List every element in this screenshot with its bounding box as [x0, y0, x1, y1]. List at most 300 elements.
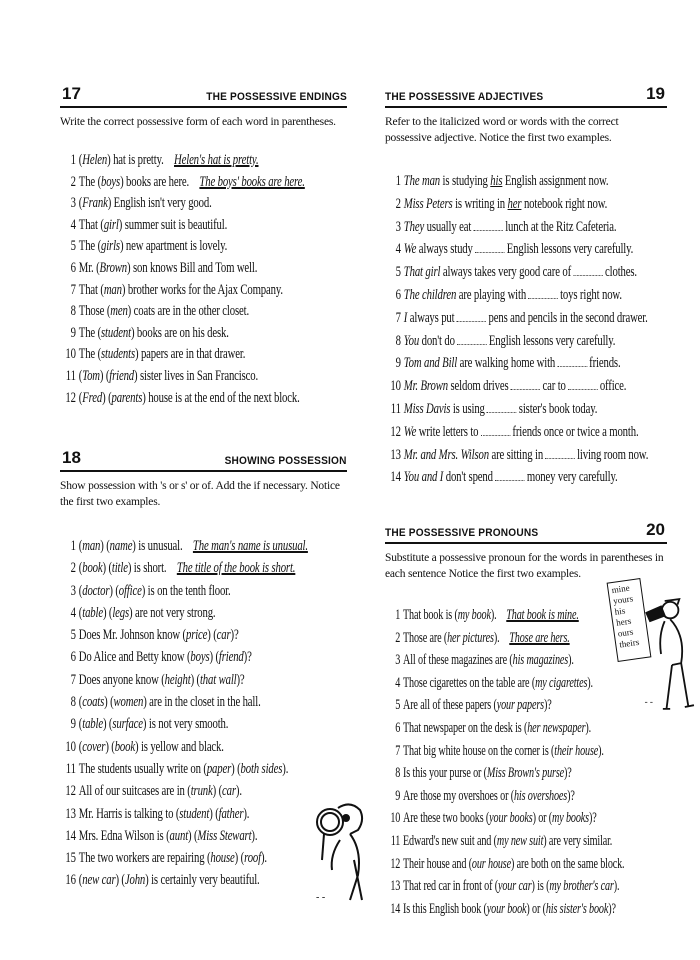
item-number: 5 — [70, 238, 76, 255]
item-text: Mrs. Edna Wilson is ( — [78, 827, 170, 844]
exercise-item — [64, 557, 360, 579]
instructions: Substitute a possessive pronoun for the words in parentheses in each sentence Notice the first two examples. — [385, 552, 664, 580]
exercise-item — [64, 323, 360, 345]
item-text: paper — [206, 760, 232, 777]
item-number: 13 — [390, 446, 401, 463]
exercise-item — [64, 301, 360, 323]
item-text: ). — [260, 850, 267, 867]
item-number: 11 — [65, 367, 76, 384]
item-text: Are these two books ( — [403, 810, 490, 827]
exercise-item — [389, 193, 685, 216]
item-text: seldom drives — [447, 378, 509, 395]
item-text: ). — [493, 629, 500, 646]
item-text: Does anyone know ( — [78, 671, 165, 688]
item-text: Helen — [82, 152, 108, 168]
item-text: my brother's car — [549, 878, 614, 895]
item-text: Those are ( — [403, 629, 448, 646]
item-text: We — [403, 241, 417, 258]
item-text: is studying — [440, 173, 491, 189]
item-number: 10 — [390, 810, 401, 827]
item-text: write letters to — [416, 423, 479, 440]
item-text: Is this English book ( — [403, 900, 487, 917]
exercise-item — [64, 602, 360, 624]
item-text: Is this your purse or ( — [403, 765, 487, 782]
item-text: ) is unusual. — [132, 538, 183, 554]
item-text: Mr. Brown — [403, 378, 448, 395]
exercise-item — [389, 330, 685, 353]
item-text: Brown — [99, 259, 128, 276]
exercise-item — [389, 466, 685, 489]
item-number: 8 — [395, 332, 401, 349]
item-number: 6 — [70, 259, 76, 276]
item-number: 9 — [395, 787, 401, 804]
item-text: You and I — [403, 469, 444, 486]
example-answer: Helen's hat is pretty. — [174, 152, 259, 168]
item-text: table — [82, 716, 103, 733]
item-text: Tom and Bill — [403, 355, 458, 372]
item-text: pens and pencils in the second drawer. — [488, 309, 648, 326]
item-text: friends once or twice a month. — [512, 423, 639, 440]
item-text: Their house and ( — [403, 855, 472, 872]
item-text: All of our suitcases are in ( — [78, 783, 191, 800]
item-number: 5 — [395, 264, 401, 281]
item-text: ) hat is pretty. — [107, 152, 164, 168]
example-answer: The title of the book is short. — [176, 560, 296, 577]
item-text: friends. — [589, 355, 621, 372]
item-text: girl — [103, 216, 119, 233]
item-text: always study — [416, 241, 473, 258]
item-text: ) sister lives in San Francisco. — [134, 367, 259, 384]
item-number: 8 — [70, 694, 76, 711]
item-text: car to — [542, 378, 566, 395]
section-header — [60, 450, 347, 472]
item-text: both sides — [240, 760, 283, 777]
item-text: ( — [78, 367, 83, 384]
item-text: The ( — [78, 173, 101, 190]
example-answer: her — [507, 195, 522, 212]
exercise-item — [389, 898, 669, 921]
item-text: book — [114, 738, 135, 755]
item-text: ) books are on his desk. — [130, 324, 229, 341]
item-text: ( — [78, 195, 83, 212]
item-text: Miss Peters — [403, 195, 453, 212]
item-text: The ( — [78, 238, 101, 255]
item-number: 7 — [395, 309, 401, 326]
item-text: Miss Brown's purse — [486, 765, 564, 782]
exercise-item — [64, 236, 360, 258]
exercise-item — [64, 172, 360, 194]
answer-blank — [457, 311, 487, 322]
instructions: Refer to the italicized word or words with the correct possessive adjective. Notice the first two examples. — [385, 116, 619, 144]
item-text: your book — [486, 900, 527, 917]
detective-illustration — [310, 800, 370, 905]
item-text: Miss Stewart — [197, 827, 252, 844]
item-text: ). — [585, 719, 592, 736]
item-text: ). — [251, 827, 258, 844]
item-number: 7 — [70, 671, 76, 688]
page-number: 18 — [62, 448, 81, 467]
item-text: ( — [78, 389, 83, 406]
item-number: 9 — [395, 355, 401, 372]
item-text: The ( — [78, 346, 101, 363]
item-number: 15 — [65, 850, 76, 867]
item-text: English lessons very carefully. — [506, 241, 634, 258]
item-text: ). — [568, 652, 574, 669]
section-header — [385, 522, 667, 544]
item-text: ) coats are in the other closet. — [127, 303, 249, 320]
section-title: THE POSSESSIVE ADJECTIVES — [385, 91, 544, 103]
item-text: office — [118, 582, 142, 599]
item-text: ) or ( — [532, 810, 553, 827]
item-text: ) ( — [234, 850, 245, 867]
item-text: notebook right now. — [521, 195, 608, 212]
item-text: Mr. ( — [78, 259, 100, 276]
exercise-item — [389, 421, 685, 444]
instructions: Write the correct possessive form of each word in parentheses. — [60, 116, 336, 128]
item-text: sister's book today. — [518, 400, 598, 417]
item-number: 12 — [390, 855, 401, 872]
item-text: my book — [457, 607, 491, 623]
item-text: ) papers are in that drawer. — [134, 346, 246, 363]
item-text: That newspaper on the desk is ( — [403, 719, 528, 736]
exercise-item — [64, 258, 360, 280]
item-text: is using — [450, 400, 485, 417]
answer-blank — [511, 379, 541, 390]
page-number: 17 — [62, 84, 81, 103]
item-text: )? — [564, 765, 572, 782]
item-text: They — [403, 218, 425, 235]
exercise-19 — [385, 84, 667, 486]
item-number: 7 — [70, 281, 76, 298]
item-text: ( — [78, 560, 83, 577]
item-text: ) books are here. — [120, 173, 190, 190]
exercise-item — [389, 375, 685, 398]
exercise-item — [389, 284, 685, 307]
item-number: 9 — [70, 716, 76, 733]
item-text: girls — [101, 238, 120, 255]
item-text: legs — [112, 604, 130, 621]
item-text: our house — [471, 855, 511, 872]
item-text: ) ( — [102, 716, 113, 733]
item-text: doctor — [82, 582, 110, 599]
svg-text:- -: - - — [316, 892, 326, 903]
exercise-item — [64, 215, 360, 237]
item-text: ( — [78, 716, 83, 733]
item-text: ( — [78, 538, 83, 554]
man-with-telescope-illustration — [644, 590, 700, 718]
item-text: student — [179, 805, 210, 822]
item-text: ) are both on the same block. — [510, 855, 625, 872]
item-text: English lessons very carefully. — [488, 332, 616, 349]
item-number: 11 — [65, 760, 76, 777]
item-text: Does Mr. Johnson know ( — [78, 627, 186, 644]
item-text: height — [164, 671, 191, 688]
item-text: are playing with — [456, 286, 527, 303]
item-text: Tom — [82, 367, 100, 384]
item-number: 1 — [70, 538, 76, 554]
item-text: man — [103, 281, 122, 298]
item-text: his overshoes — [513, 787, 568, 804]
item-number: 8 — [70, 303, 76, 320]
exercise-item — [389, 875, 669, 898]
item-text: ) son knows Bill and Tom well. — [127, 259, 258, 276]
item-text: toys right now. — [560, 286, 622, 303]
exercise-list — [389, 170, 700, 489]
item-text: ) ( — [115, 872, 125, 889]
item-text: house — [210, 850, 235, 867]
exercise-item — [64, 366, 360, 388]
item-number: 1 — [395, 607, 401, 623]
item-text: Fred — [82, 389, 103, 406]
item-number: 2 — [70, 560, 76, 577]
item-text: )? — [543, 697, 552, 714]
item-text: new car — [82, 872, 116, 889]
item-text: your books — [489, 810, 533, 827]
item-text: friend — [218, 649, 244, 666]
item-text: aunt — [169, 827, 189, 844]
item-text: )? — [230, 627, 239, 644]
example-answer: The boys' books are here. — [199, 173, 305, 190]
item-number: 16 — [65, 872, 76, 889]
item-text: The ( — [78, 324, 101, 341]
exercise-item — [64, 624, 360, 646]
exercise-item — [389, 762, 669, 785]
item-text: office. — [599, 378, 627, 395]
item-number: 6 — [70, 649, 76, 666]
item-text: Miss Davis — [403, 400, 451, 417]
item-text: money very carefully. — [526, 469, 618, 486]
answer-blank — [475, 242, 505, 253]
item-text: ( — [78, 604, 83, 621]
exercise-item — [389, 672, 669, 695]
item-text: ). — [613, 878, 620, 895]
exercise-item — [389, 444, 685, 467]
item-text: ) ( — [102, 604, 113, 621]
instructions: Show possession with 's or s' or of. Add the if necessary. Notice the first two examples. — [60, 480, 340, 508]
item-number: 8 — [395, 765, 401, 782]
exercise-item — [64, 280, 360, 302]
item-text: students — [101, 346, 135, 363]
item-text: Are those my overshoes or ( — [403, 787, 514, 804]
sign-word: ours — [617, 626, 634, 639]
item-text: That big white house on the corner is ( — [403, 742, 555, 759]
example-answer: The man's name is unusual. — [192, 538, 308, 554]
item-number: 14 — [65, 827, 76, 844]
item-text: trunk — [190, 783, 213, 800]
item-number: 5 — [70, 627, 76, 644]
answer-blank — [573, 265, 603, 276]
item-text: The children — [403, 286, 457, 303]
item-text: man — [82, 538, 101, 554]
item-text: )? — [236, 671, 245, 688]
exercise-item — [389, 807, 669, 830]
item-text: ) ( — [99, 367, 110, 384]
item-text: ( — [78, 152, 83, 168]
item-text: )? — [608, 900, 616, 917]
section-title: THE POSSESSIVE PRONOUNS — [385, 527, 539, 539]
item-text: ) is short. — [127, 560, 167, 577]
exercise-item — [64, 535, 360, 557]
item-text: book — [82, 560, 103, 577]
item-text: John — [124, 872, 146, 889]
sign-word: yours — [612, 593, 634, 606]
item-number: 14 — [390, 900, 401, 917]
item-text: ( — [78, 582, 83, 599]
item-text: ) ( — [209, 805, 219, 822]
item-text: ) are very similar. — [543, 832, 613, 849]
item-number: 4 — [395, 241, 401, 258]
item-number: 13 — [65, 805, 76, 822]
item-number: 11 — [390, 832, 401, 849]
item-text: table — [82, 604, 103, 621]
exercise-item — [389, 261, 685, 284]
item-text: car — [216, 627, 231, 644]
item-text: usually eat — [424, 218, 472, 235]
item-text: ) ( — [100, 538, 110, 554]
item-text: living room now. — [577, 446, 649, 463]
exercise-item — [389, 398, 685, 421]
item-number: 5 — [395, 697, 401, 714]
item-text: The students usually write on ( — [78, 760, 207, 777]
exercise-item — [389, 238, 685, 261]
item-text: English assignment now. — [502, 173, 609, 189]
item-text: ). — [235, 783, 242, 800]
answer-blank — [528, 288, 558, 299]
item-text: Do Alice and Betty know ( — [78, 649, 191, 666]
item-text: I — [403, 309, 408, 326]
item-text: my new suit — [496, 832, 544, 849]
item-text: That book is ( — [403, 607, 458, 623]
item-text: cover — [82, 738, 106, 755]
exercise-item — [389, 216, 685, 239]
item-number: 3 — [395, 218, 401, 235]
exercise-item — [64, 669, 360, 691]
item-number: 11 — [390, 400, 401, 417]
exercise-item — [389, 170, 685, 193]
item-text: name — [109, 538, 133, 554]
item-number: 2 — [395, 629, 401, 646]
exercise-18 — [60, 448, 347, 889]
page-number: 20 — [646, 520, 665, 539]
item-text: That girl — [403, 264, 441, 281]
example-answer: his — [490, 173, 503, 189]
item-number: 6 — [395, 286, 401, 303]
item-text: roof — [244, 850, 261, 867]
item-number: 6 — [395, 719, 401, 736]
exercise-item — [64, 150, 360, 172]
item-number: 4 — [70, 604, 76, 621]
exercise-item — [64, 193, 360, 215]
item-text: )? — [567, 787, 575, 804]
item-number: 1 — [395, 173, 401, 189]
item-text: price — [185, 627, 208, 644]
item-text: her pictures — [447, 629, 494, 646]
item-text: don't do — [419, 332, 455, 349]
item-text: always takes very good care of — [440, 264, 572, 281]
sign-word: his — [614, 605, 626, 617]
exercise-item — [389, 785, 669, 808]
item-text: )? — [243, 649, 252, 666]
item-text: ). — [243, 805, 250, 822]
item-number: 13 — [390, 878, 401, 895]
answer-blank — [545, 448, 575, 459]
answer-blank — [473, 220, 503, 231]
item-text: Mr. and Mrs. Wilson — [403, 446, 489, 463]
item-number: 10 — [65, 738, 76, 755]
sign-word: mine — [610, 582, 631, 596]
exercise-item — [64, 713, 360, 735]
exercise-item — [389, 352, 685, 375]
section-title: THE POSSESSIVE ENDINGS — [206, 91, 347, 103]
item-text: parents — [111, 389, 143, 406]
item-number: 9 — [70, 324, 76, 341]
item-text: your papers — [496, 697, 544, 714]
item-text: ) ( — [109, 582, 119, 599]
item-text: Mr. Harris is talking to ( — [78, 805, 180, 822]
item-text: ). — [490, 607, 497, 623]
item-text: my cigarettes — [535, 674, 588, 691]
item-text: ) is not very smooth. — [142, 716, 229, 733]
item-text: your car — [498, 878, 532, 895]
exercise-item — [64, 580, 360, 602]
item-text: ) ( — [212, 783, 223, 800]
item-text: ) brother works for the Ajax Company. — [121, 281, 283, 298]
item-text: ( — [78, 872, 83, 889]
item-number: 12 — [65, 783, 76, 800]
svg-text:- -: - - — [644, 696, 653, 707]
item-text: We — [403, 423, 417, 440]
exercise-item — [64, 736, 360, 758]
item-text: ) ( — [190, 671, 200, 688]
item-number: 7 — [395, 742, 401, 759]
item-text: student — [101, 324, 131, 341]
answer-blank — [457, 334, 487, 345]
item-text: ). — [598, 742, 604, 759]
item-text: boys — [101, 173, 121, 190]
item-text: ) summer suit is beautiful. — [118, 216, 228, 233]
item-text: ) are in the closet in the hall. — [143, 694, 261, 711]
item-text: Those cigarettes on the table are ( — [403, 674, 536, 691]
answer-blank — [557, 356, 587, 367]
item-text: lunch at the Ritz Cafeteria. — [505, 218, 617, 235]
item-text: That ( — [78, 281, 104, 298]
item-text: don't spend — [443, 469, 493, 486]
item-text: ). — [587, 674, 593, 691]
item-text: surface — [112, 716, 143, 733]
item-text: her newspaper — [527, 719, 586, 736]
item-text: The two workers are repairing ( — [78, 850, 211, 867]
item-text: ) ( — [188, 827, 198, 844]
item-text: ) is on the tenth floor. — [141, 582, 231, 599]
exercise-item — [389, 694, 669, 717]
item-number: 10 — [65, 346, 76, 363]
exercise-item — [64, 388, 360, 410]
item-number: 4 — [70, 216, 76, 233]
exercise-item — [64, 344, 360, 366]
item-number: 14 — [390, 469, 401, 486]
item-number: 4 — [395, 674, 401, 691]
item-text: father — [218, 805, 244, 822]
item-text: are sitting in — [488, 446, 544, 463]
item-text: ) are not very strong. — [129, 604, 216, 621]
item-text: title — [111, 560, 128, 577]
item-text: ) new apartment is lovely. — [119, 238, 228, 255]
exercise-item — [389, 853, 669, 876]
item-text: always put — [407, 309, 455, 326]
item-text: Edward's new suit and ( — [403, 832, 497, 849]
item-text: coats — [82, 694, 105, 711]
item-text: ) house is at the end of the next block. — [142, 389, 300, 406]
